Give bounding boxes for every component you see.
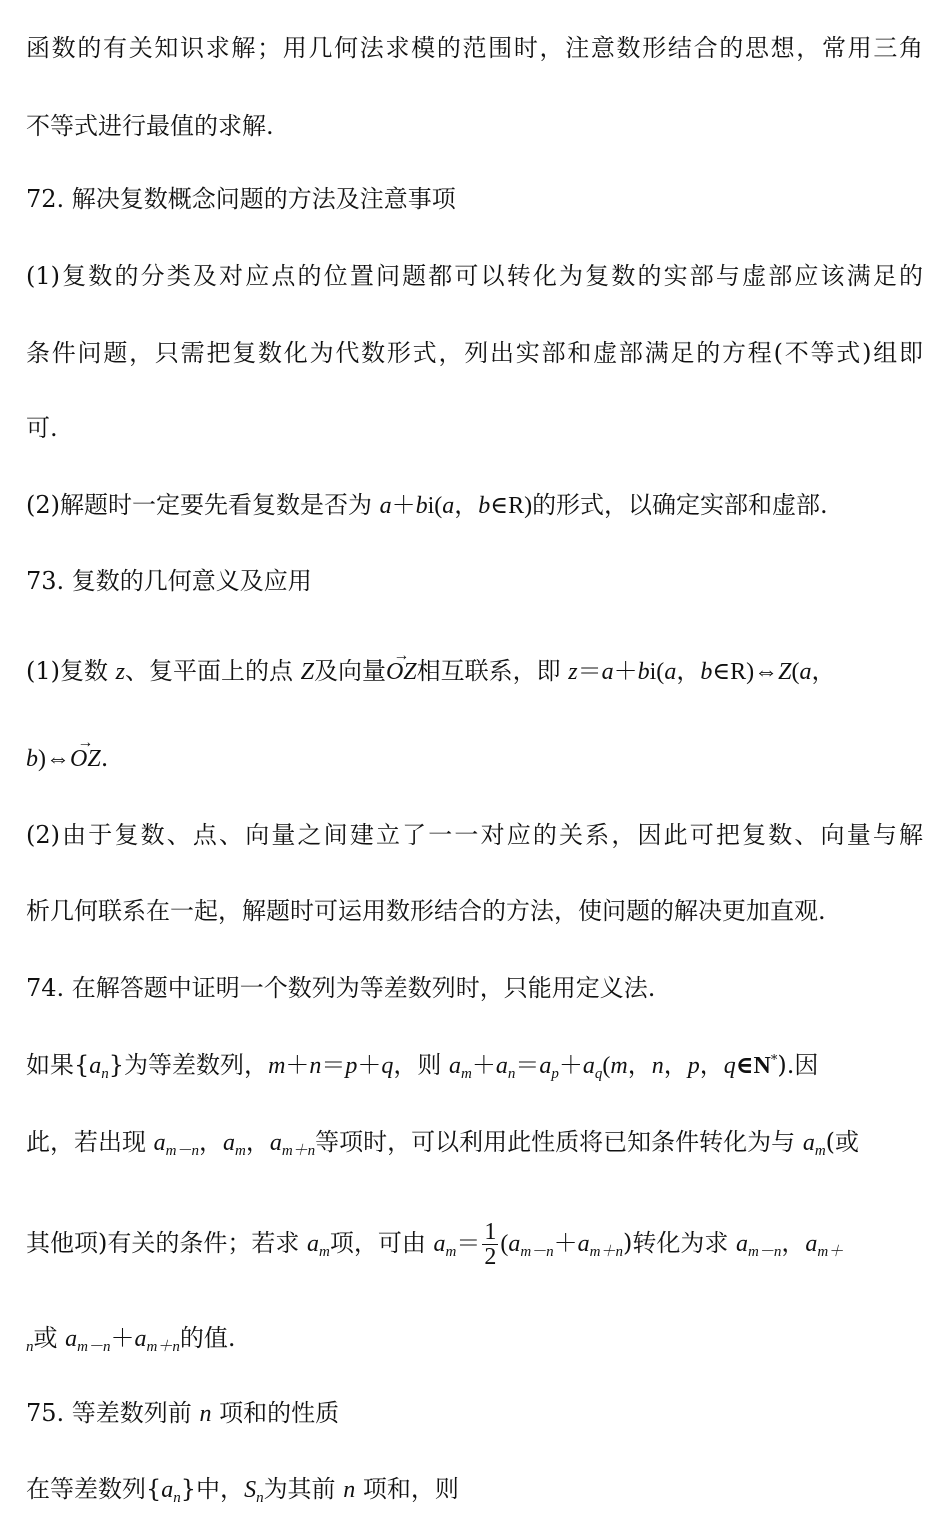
text-line-1: 函数的有关知识求解；用几何法求模的范围时，注意数形结合的思想，常用三角 bbox=[26, 34, 923, 62]
fraction-one-half: $\frac{1}{2}$ bbox=[484, 1219, 497, 1270]
text-line-11: (2)由于复数、点、向量之间建立了一一对应的关系，因此可把复数、向量与解 bbox=[26, 821, 923, 849]
vector-OZ: → OZ bbox=[70, 744, 101, 774]
text-line-6: 可. bbox=[26, 414, 58, 442]
item-72-heading: 72. 解决复数概念问题的方法及注意事项 bbox=[26, 185, 456, 213]
item-73-heading: 73. 复数的几何意义及应用 bbox=[26, 567, 312, 595]
text-line-2: 不等式进行最值的求解. bbox=[26, 112, 274, 140]
vector-OZ: → OZ bbox=[386, 657, 417, 687]
text-line-15: 此，若出现 $a_{m-n}$，$a_m$，$a_{m+n}$等项时，可以利用此性质将已知条件转化为与 $a_m$(或 bbox=[26, 1128, 860, 1159]
text-line-17: $_n$或 $a_{m-n}+a_{m+n}$的值. bbox=[26, 1324, 236, 1355]
text-line-16: 其他项)有关的条件；若求 $a_m$项，可由 $a_m=$ $\frac{1}{2}$ $(a_{m-n}+a_{m+n})$转化为求 $a_{m-n}$，$a_{m+}$ bbox=[26, 1219, 844, 1270]
text-line-19: 在等差数列$\{a_n\}$中，$S_n$为其前 n 项和，则 bbox=[26, 1475, 459, 1506]
text-line-7: (2)解题时一定要先看复数是否为 a＋bi(a，b∈R)的形式，以确定实部和虚部. bbox=[26, 491, 828, 519]
item-75-heading: 75. 等差数列前 n 项和的性质 bbox=[26, 1399, 340, 1427]
text-line-5: 条件问题，只需把复数化为代数形式，列出实部和虚部满足的方程(不等式)组即 bbox=[26, 339, 923, 367]
text-line-10: b)⇔→ OZ. bbox=[26, 743, 923, 774]
text-line-12: 析几何联系在一起，解题时可运用数形结合的方法，使问题的解决更加直观. bbox=[26, 897, 826, 925]
text-line-14: 如果$\{a_n\}$为等差数列，m＋n＝p＋q，则 $a_m+a_n=a_p+a_q(m$，n，p，q∈N*).因 bbox=[26, 1051, 819, 1082]
text-line-4: (1)复数的分类及对应点的位置问题都可以转化为复数的实部与虚部应该满足的 bbox=[26, 262, 923, 290]
text-line-9: (1)复数 z、复平面上的点 Z及向量→ OZ相互联系，即 z＝a＋bi(a，b∈R)⇔Z(a， bbox=[26, 656, 923, 687]
item-74-heading: 74. 在解答题中证明一个数列为等差数列时，只能用定义法. bbox=[26, 974, 656, 1002]
